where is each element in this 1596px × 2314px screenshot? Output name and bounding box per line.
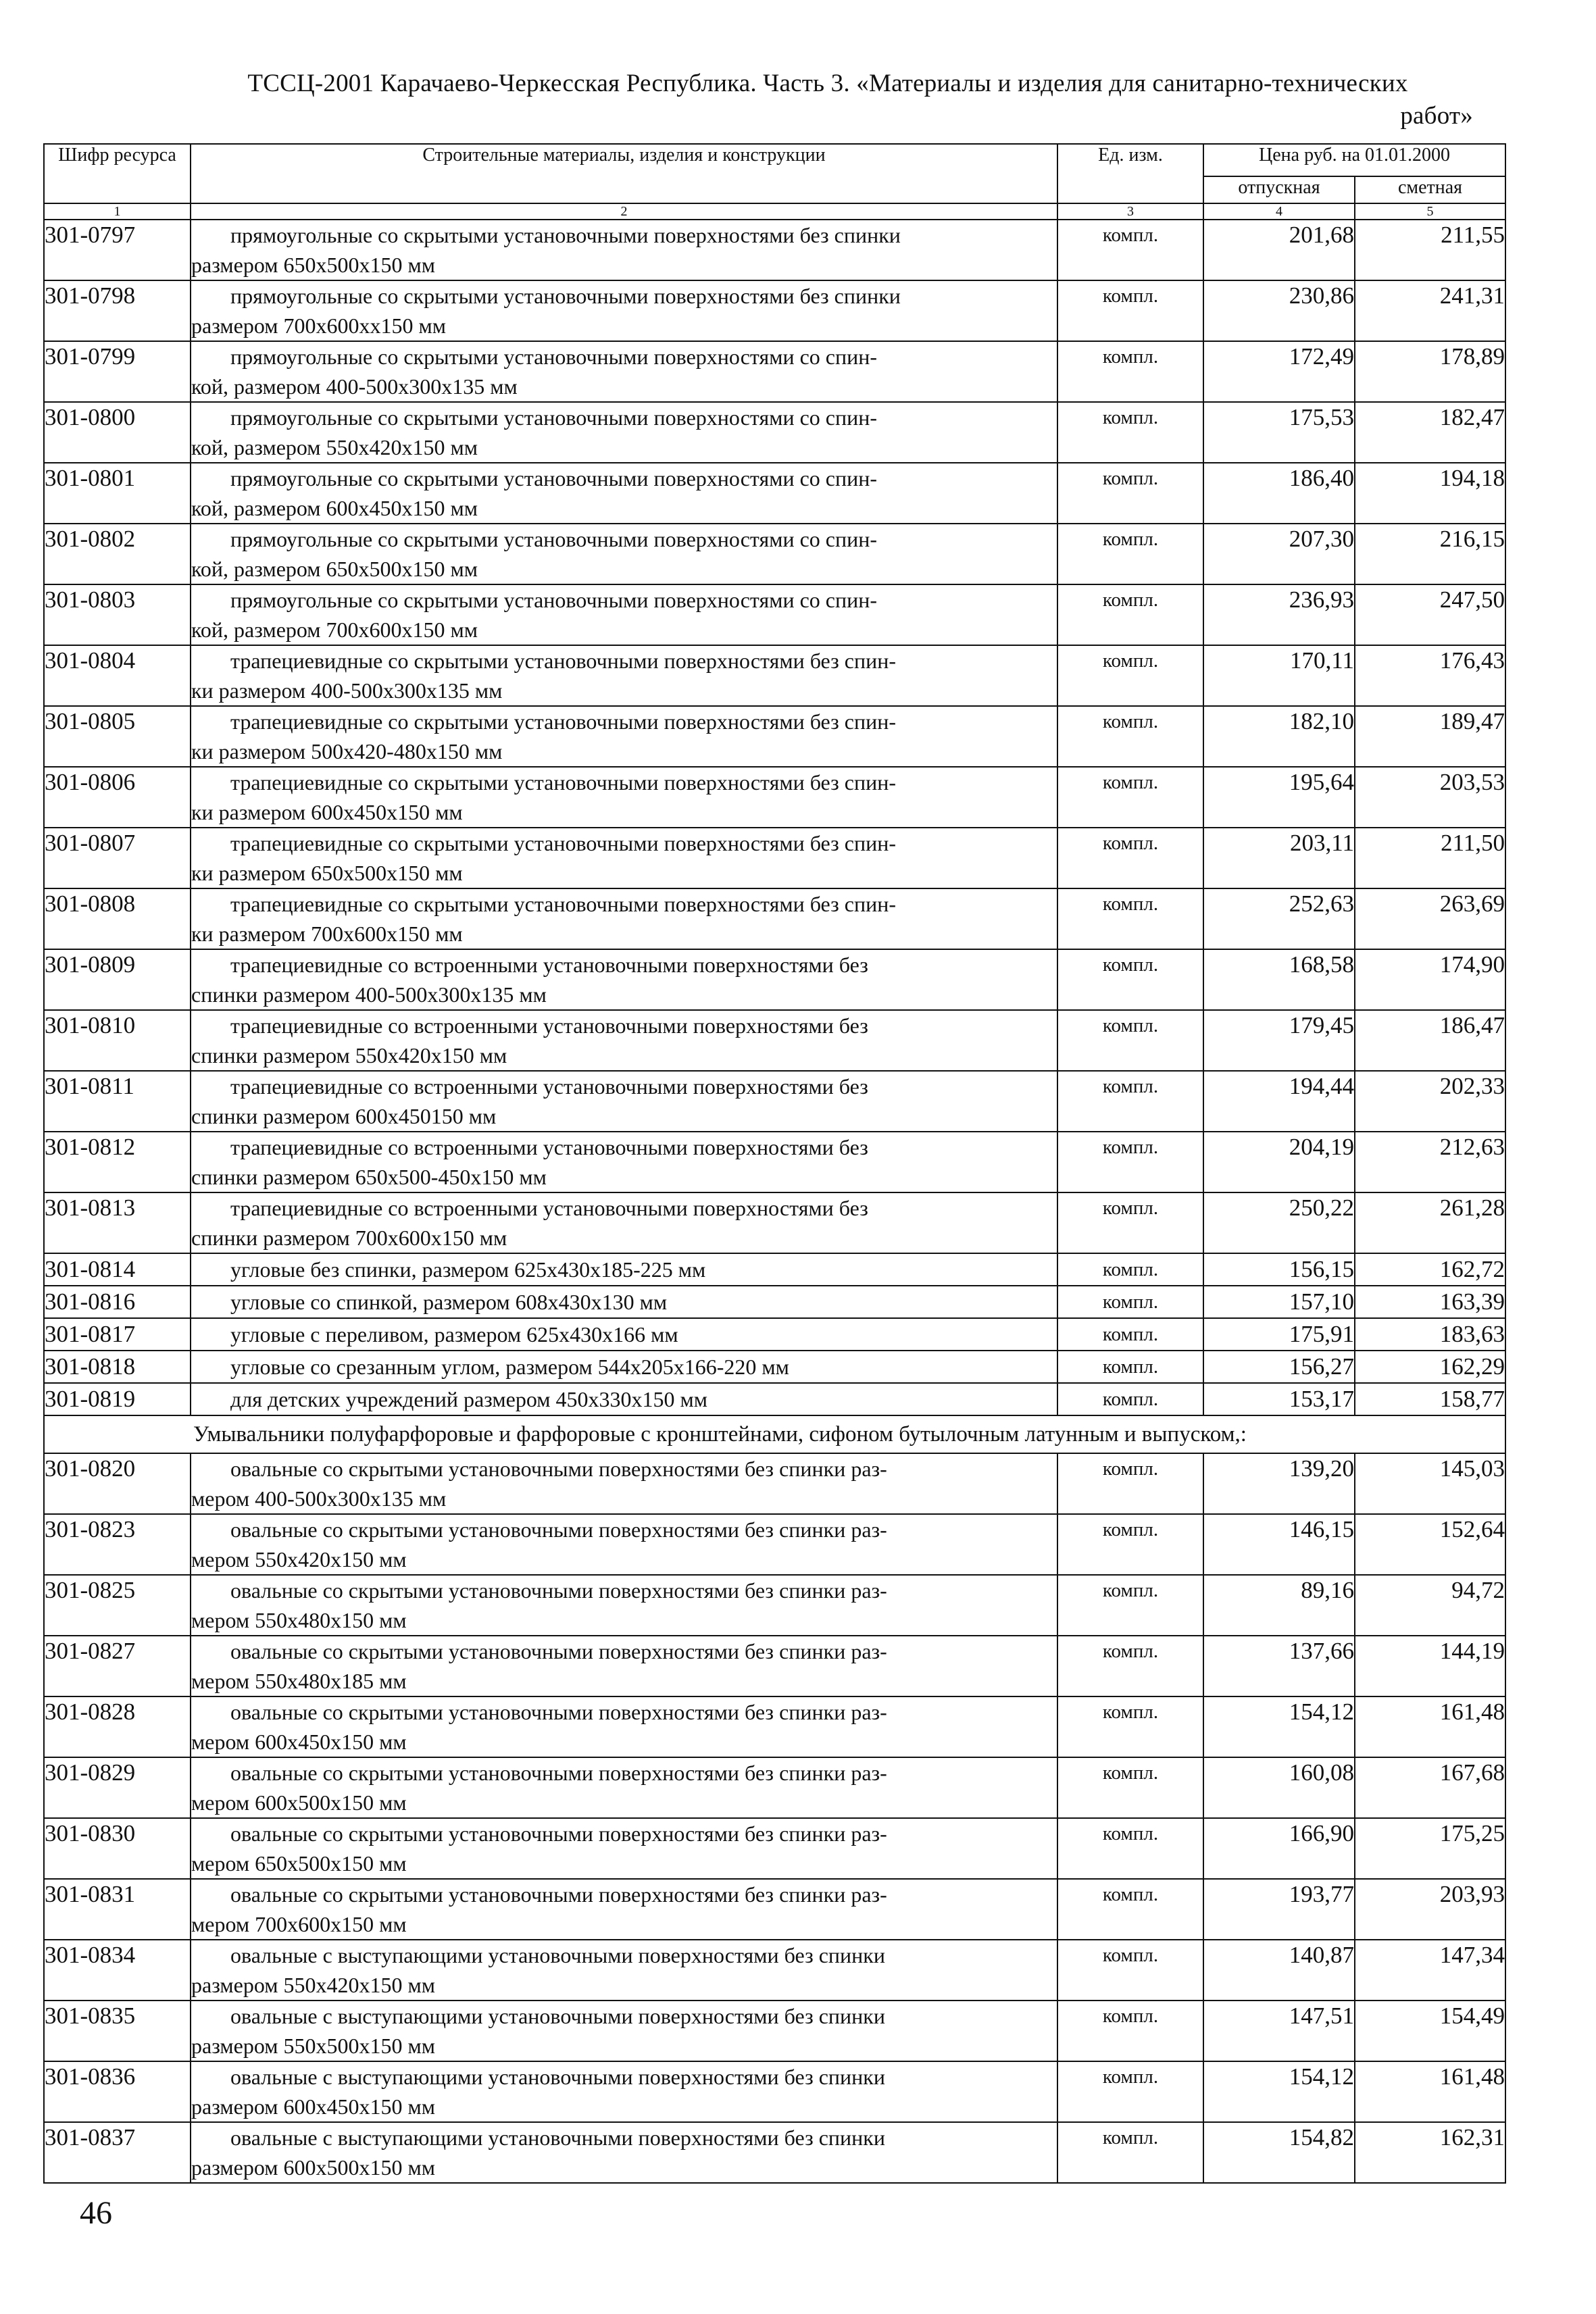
resource-code: 301-0797 — [44, 220, 191, 280]
resource-name-line2: размером 600x450x150 мм — [191, 2094, 435, 2119]
estimate-price: 144,19 — [1355, 1636, 1505, 1696]
unit-cell: компл. — [1057, 1071, 1203, 1132]
estimate-price: 263,69 — [1355, 888, 1505, 949]
resource-name — [191, 1818, 1057, 1879]
resource-name — [191, 1010, 1057, 1071]
resource-name — [191, 1757, 1057, 1818]
resource-name-line2: мером 700x600x150 мм — [191, 1912, 407, 1936]
release-price: 154,12 — [1203, 1696, 1355, 1757]
resource-code: 301-0807 — [44, 828, 191, 888]
release-price: 146,15 — [1203, 1514, 1355, 1575]
resource-name-line1: овальные с выступающими установочными поверхностями без спинки — [230, 2126, 885, 2150]
resource-name — [191, 402, 1057, 463]
resource-code: 301-0827 — [44, 1636, 191, 1696]
resource-name-line1: прямоугольные со скрытыми установочными поверхностями без спинки — [230, 284, 901, 308]
estimate-price: 161,48 — [1355, 2061, 1505, 2122]
estimate-price: 211,50 — [1355, 828, 1505, 888]
resource-code: 301-0806 — [44, 767, 191, 828]
estimate-price: 94,72 — [1355, 1575, 1505, 1636]
release-price: 175,53 — [1203, 402, 1355, 463]
release-price: 204,19 — [1203, 1132, 1355, 1192]
resource-name-line2: кой, размером 400-500x300x135 мм — [191, 374, 518, 399]
column-number: 2 — [191, 203, 1057, 220]
release-price: 140,87 — [1203, 1940, 1355, 2001]
resource-name-line1: трапециевидные со встроенными установочными поверхностями без — [230, 1074, 868, 1099]
resource-name-line2: кой, размером 600x450x150 мм — [191, 496, 478, 520]
resource-name-line1: прямоугольные со скрытыми установочными поверхностями без спинки — [230, 223, 901, 247]
resource-name — [191, 1453, 1057, 1514]
unit-cell: компл. — [1057, 1879, 1203, 1940]
estimate-price: 175,25 — [1355, 1818, 1505, 1879]
table-row — [44, 220, 1505, 280]
estimate-price: 163,39 — [1355, 1286, 1505, 1318]
resource-name — [191, 1383, 1057, 1415]
release-price: 147,51 — [1203, 2001, 1355, 2061]
resource-name — [191, 1286, 1057, 1318]
unit-cell: компл. — [1057, 584, 1203, 645]
resource-name-line2: ки размером 600x450x150 мм — [191, 800, 463, 824]
resource-name-line1: овальные со скрытыми установочными поверхностями без спинки раз- — [230, 1517, 887, 1542]
header-code: Шифр ресурса — [44, 144, 191, 203]
unit-cell: компл. — [1057, 1132, 1203, 1192]
estimate-price: 161,48 — [1355, 1696, 1505, 1757]
release-price: 166,90 — [1203, 1818, 1355, 1879]
resource-name — [191, 1575, 1057, 1636]
table-row — [44, 341, 1505, 402]
release-price: 156,27 — [1203, 1351, 1355, 1383]
estimate-price: 241,31 — [1355, 280, 1505, 341]
release-price: 154,12 — [1203, 2061, 1355, 2122]
table-row — [44, 1514, 1505, 1575]
resource-code: 301-0814 — [44, 1253, 191, 1286]
resource-name — [191, 1132, 1057, 1192]
resource-name — [191, 341, 1057, 402]
resource-name-line2: ки размером 500x420-480x150 мм — [191, 739, 503, 763]
table-row — [44, 402, 1505, 463]
column-number: 4 — [1203, 203, 1355, 220]
resource-name-line2: мером 400-500x300x135 мм — [191, 1486, 447, 1511]
resource-name — [191, 1253, 1057, 1286]
table-row — [44, 1192, 1505, 1253]
section-title: Умывальники полуфарфоровые и фарфоровые с кронштейнами, сифоном бутылочным латунным и выпуском,: — [44, 1415, 1505, 1453]
resource-name-line1: трапециевидные со встроенными установочными поверхностями без — [230, 1135, 868, 1159]
resource-name — [191, 1351, 1057, 1383]
resource-code: 301-0803 — [44, 584, 191, 645]
estimate-price: 186,47 — [1355, 1010, 1505, 1071]
estimate-price: 162,72 — [1355, 1253, 1505, 1286]
resource-name-line2: размером 650x500x150 мм — [191, 253, 435, 277]
table-row — [44, 1318, 1505, 1351]
release-price: 195,64 — [1203, 767, 1355, 828]
resource-code: 301-0817 — [44, 1318, 191, 1351]
resource-code: 301-0809 — [44, 949, 191, 1010]
resource-name-line1: овальные со скрытыми установочными поверхностями без спинки раз- — [230, 1700, 887, 1724]
estimate-price: 182,47 — [1355, 402, 1505, 463]
resource-name-line2: мером 550x480x150 мм — [191, 1608, 407, 1632]
resource-name-line2: спинки размером 700x600x150 мм — [191, 1226, 507, 1250]
resource-name-line2: кой, размером 700x600x150 мм — [191, 618, 478, 642]
resource-name-line1: угловые со спинкой, размером 608x430x130 мм — [230, 1290, 668, 1314]
resource-name-line2: кой, размером 650x500x150 мм — [191, 557, 478, 581]
resource-name — [191, 645, 1057, 706]
resource-name-line1: овальные с выступающими установочными поверхностями без спинки — [230, 2065, 885, 2089]
resource-name-line1: овальные со скрытыми установочными поверхностями без спинки раз- — [230, 1761, 887, 1785]
resource-code: 301-0804 — [44, 645, 191, 706]
resource-name — [191, 463, 1057, 524]
table-row — [44, 767, 1505, 828]
column-number: 3 — [1057, 203, 1203, 220]
resource-name-line1: прямоугольные со скрытыми установочными поверхностями со спин- — [230, 405, 878, 430]
release-price: 157,10 — [1203, 1286, 1355, 1318]
release-price: 236,93 — [1203, 584, 1355, 645]
resource-name-line2: размером 600x500x150 мм — [191, 2155, 435, 2180]
table-row — [44, 1383, 1505, 1415]
resource-code: 301-0810 — [44, 1010, 191, 1071]
resource-code: 301-0830 — [44, 1818, 191, 1879]
resource-code: 301-0818 — [44, 1351, 191, 1383]
resource-name — [191, 1514, 1057, 1575]
resource-name — [191, 220, 1057, 280]
estimate-price: 176,43 — [1355, 645, 1505, 706]
table-row — [44, 1696, 1505, 1757]
resource-code: 301-0834 — [44, 1940, 191, 2001]
unit-cell: компл. — [1057, 341, 1203, 402]
estimate-price: 203,93 — [1355, 1879, 1505, 1940]
resource-code: 301-0805 — [44, 706, 191, 767]
resource-name-line1: овальные со скрытыми установочными поверхностями без спинки раз- — [230, 1639, 887, 1663]
release-price: 182,10 — [1203, 706, 1355, 767]
unit-cell: компл. — [1057, 645, 1203, 706]
table-row — [44, 888, 1505, 949]
estimate-price: 189,47 — [1355, 706, 1505, 767]
table-row — [44, 1879, 1505, 1940]
estimate-price: 158,77 — [1355, 1383, 1505, 1415]
unit-cell: компл. — [1057, 1514, 1203, 1575]
table-row — [44, 1351, 1505, 1383]
header-price: Цена руб. на 01.01.2000 — [1203, 144, 1505, 176]
resource-name-line2: ки размером 700x600x150 мм — [191, 922, 463, 946]
release-price: 207,30 — [1203, 524, 1355, 584]
unit-cell: компл. — [1057, 1453, 1203, 1514]
release-price: 179,45 — [1203, 1010, 1355, 1071]
resource-name-line1: для детских учреждений размером 450x330x150 мм — [230, 1387, 707, 1411]
unit-cell: компл. — [1057, 2061, 1203, 2122]
estimate-price: 147,34 — [1355, 1940, 1505, 2001]
unit-cell: компл. — [1057, 2001, 1203, 2061]
estimate-price: 154,49 — [1355, 2001, 1505, 2061]
resource-name-line1: трапециевидные со встроенными установочными поверхностями без — [230, 1013, 868, 1038]
resource-name-line2: спинки размером 650x500-450x150 мм — [191, 1165, 547, 1189]
estimate-price: 167,68 — [1355, 1757, 1505, 1818]
resource-name — [191, 2001, 1057, 2061]
page-number: 46 — [80, 2195, 112, 2231]
unit-cell: компл. — [1057, 1940, 1203, 2001]
resource-name-line2: мером 550x480x185 мм — [191, 1669, 407, 1693]
unit-cell: компл. — [1057, 1636, 1203, 1696]
resource-name-line1: угловые со срезанным углом, размером 544x205x166-220 мм — [230, 1355, 789, 1379]
unit-cell: компл. — [1057, 767, 1203, 828]
resource-code: 301-0811 — [44, 1071, 191, 1132]
table-row — [44, 1286, 1505, 1318]
table-row — [44, 1818, 1505, 1879]
estimate-price: 194,18 — [1355, 463, 1505, 524]
unit-cell: компл. — [1057, 1010, 1203, 1071]
unit-cell: компл. — [1057, 1575, 1203, 1636]
resource-name-line1: трапециевидные со скрытыми установочными поверхностями без спин- — [230, 649, 897, 673]
release-price: 172,49 — [1203, 341, 1355, 402]
unit-cell: компл. — [1057, 402, 1203, 463]
resource-name — [191, 706, 1057, 767]
resource-name — [191, 1318, 1057, 1351]
resource-name-line2: спинки размером 600x450150 мм — [191, 1104, 497, 1128]
table-row — [44, 2061, 1505, 2122]
table-row — [44, 584, 1505, 645]
resource-code: 301-0819 — [44, 1383, 191, 1415]
page-title-line2: работ» — [1400, 102, 1473, 130]
unit-cell: компл. — [1057, 1818, 1203, 1879]
resource-name — [191, 1879, 1057, 1940]
resource-code: 301-0823 — [44, 1514, 191, 1575]
table-row — [44, 280, 1505, 341]
release-price: 203,11 — [1203, 828, 1355, 888]
unit-cell: компл. — [1057, 1757, 1203, 1818]
table-row — [44, 1071, 1505, 1132]
resource-name-line1: овальные с выступающими установочными поверхностями без спинки — [230, 1943, 885, 1967]
table-row — [44, 463, 1505, 524]
table-row — [44, 1253, 1505, 1286]
table-row — [44, 1132, 1505, 1192]
resource-name-line1: трапециевидные со скрытыми установочными поверхностями без спин- — [230, 892, 897, 916]
table-row — [44, 1940, 1505, 2001]
unit-cell: компл. — [1057, 2122, 1203, 2183]
table-row — [44, 2001, 1505, 2061]
resource-code: 301-0828 — [44, 1696, 191, 1757]
table-row — [44, 828, 1505, 888]
release-price: 201,68 — [1203, 220, 1355, 280]
unit-cell: компл. — [1057, 828, 1203, 888]
resource-name-line1: трапециевидные со встроенными установочными поверхностями без — [230, 1196, 868, 1220]
page-title — [128, 68, 1473, 132]
resource-name — [191, 2061, 1057, 2122]
unit-cell: компл. — [1057, 706, 1203, 767]
unit-cell: компл. — [1057, 1192, 1203, 1253]
estimate-price: 247,50 — [1355, 584, 1505, 645]
resource-name-line1: трапециевидные со скрытыми установочными поверхностями без спин- — [230, 831, 897, 855]
resource-name-line1: овальные с выступающими установочными поверхностями без спинки — [230, 2004, 885, 2028]
resource-name-line2: спинки размером 400-500x300x135 мм — [191, 982, 547, 1007]
unit-cell: компл. — [1057, 220, 1203, 280]
estimate-price: 152,64 — [1355, 1514, 1505, 1575]
resource-name — [191, 767, 1057, 828]
resource-name-line1: прямоугольные со скрытыми установочными поверхностями со спин- — [230, 527, 878, 551]
release-price: 175,91 — [1203, 1318, 1355, 1351]
column-number: 5 — [1355, 203, 1505, 220]
resource-name — [191, 1192, 1057, 1253]
resource-name-line1: овальные со скрытыми установочными поверхностями без спинки раз- — [230, 1882, 887, 1907]
unit-cell: компл. — [1057, 1286, 1203, 1318]
estimate-price: 145,03 — [1355, 1453, 1505, 1514]
estimate-price: 203,53 — [1355, 767, 1505, 828]
resource-name — [191, 1696, 1057, 1757]
release-price: 252,63 — [1203, 888, 1355, 949]
resource-name — [191, 1636, 1057, 1696]
resource-name-line1: угловые с переливом, размером 625x430x166 мм — [230, 1322, 678, 1347]
header-unit: Ед. изм. — [1057, 144, 1203, 203]
resource-name — [191, 584, 1057, 645]
resource-code: 301-0837 — [44, 2122, 191, 2183]
resource-name-line1: трапециевидные со встроенными установочными поверхностями без — [230, 953, 868, 977]
resource-name — [191, 280, 1057, 341]
release-price: 170,11 — [1203, 645, 1355, 706]
table-row — [44, 949, 1505, 1010]
resource-code: 301-0800 — [44, 402, 191, 463]
price-table — [43, 143, 1506, 2184]
release-price: 194,44 — [1203, 1071, 1355, 1132]
resource-name-line1: овальные со скрытыми установочными поверхностями без спинки раз- — [230, 1457, 887, 1481]
unit-cell: компл. — [1057, 1318, 1203, 1351]
table-row — [44, 524, 1505, 584]
resource-name-line2: размером 550x500x150 мм — [191, 2034, 435, 2058]
unit-cell: компл. — [1057, 949, 1203, 1010]
resource-code: 301-0836 — [44, 2061, 191, 2122]
resource-code: 301-0829 — [44, 1757, 191, 1818]
resource-name — [191, 828, 1057, 888]
resource-name — [191, 888, 1057, 949]
resource-code: 301-0801 — [44, 463, 191, 524]
column-number: 1 — [44, 203, 191, 220]
resource-name-line2: ки размером 650x500x150 мм — [191, 861, 463, 885]
resource-name-line2: мером 650x500x150 мм — [191, 1851, 407, 1876]
unit-cell: компл. — [1057, 1696, 1203, 1757]
section-row — [44, 1415, 1505, 1453]
resource-name-line1: прямоугольные со скрытыми установочными поверхностями со спин- — [230, 588, 878, 612]
release-price: 250,22 — [1203, 1192, 1355, 1253]
release-price: 139,20 — [1203, 1453, 1355, 1514]
resource-name-line2: размером 550x420x150 мм — [191, 1973, 435, 1997]
release-price: 168,58 — [1203, 949, 1355, 1010]
resource-code: 301-0799 — [44, 341, 191, 402]
unit-cell: компл. — [1057, 524, 1203, 584]
resource-name-line2: размером 700x600xx150 мм — [191, 313, 446, 338]
header-release: отпускная — [1203, 176, 1355, 203]
release-price: 186,40 — [1203, 463, 1355, 524]
resource-name — [191, 2122, 1057, 2183]
resource-name — [191, 1940, 1057, 2001]
page-title-line1: ТССЦ-2001 Карачаево-Черкесская Республика. Часть 3. «Материалы и изделия для санитарно-технических — [247, 70, 1408, 97]
release-price: 137,66 — [1203, 1636, 1355, 1696]
resource-code: 301-0813 — [44, 1192, 191, 1253]
resource-name-line2: мером 600x500x150 мм — [191, 1790, 407, 1815]
estimate-price: 202,33 — [1355, 1071, 1505, 1132]
resource-code: 301-0798 — [44, 280, 191, 341]
estimate-price: 162,29 — [1355, 1351, 1505, 1383]
unit-cell: компл. — [1057, 888, 1203, 949]
unit-cell: компл. — [1057, 1383, 1203, 1415]
resource-name — [191, 949, 1057, 1010]
resource-name-line2: мером 550x420x150 мм — [191, 1547, 407, 1571]
resource-name-line1: трапециевидные со скрытыми установочными поверхностями без спин- — [230, 709, 897, 734]
resource-name-line2: кой, размером 550x420x150 мм — [191, 435, 478, 459]
estimate-price: 261,28 — [1355, 1192, 1505, 1253]
column-numbers-row — [44, 203, 1505, 220]
release-price: 230,86 — [1203, 280, 1355, 341]
resource-code: 301-0820 — [44, 1453, 191, 1514]
resource-name-line1: трапециевидные со скрытыми установочными поверхностями без спин- — [230, 770, 897, 795]
table-row — [44, 706, 1505, 767]
header-name: Строительные материалы, изделия и конструкции — [191, 144, 1057, 203]
resource-name-line1: овальные со скрытыми установочными поверхностями без спинки раз- — [230, 1821, 887, 1846]
unit-cell: компл. — [1057, 1351, 1203, 1383]
unit-cell: компл. — [1057, 463, 1203, 524]
table-row — [44, 2122, 1505, 2183]
resource-code: 301-0816 — [44, 1286, 191, 1318]
table-row — [44, 1575, 1505, 1636]
estimate-price: 183,63 — [1355, 1318, 1505, 1351]
estimate-price: 212,63 — [1355, 1132, 1505, 1192]
release-price: 160,08 — [1203, 1757, 1355, 1818]
header-estimate: сметная — [1355, 176, 1505, 203]
table-row — [44, 1636, 1505, 1696]
resource-name — [191, 1071, 1057, 1132]
resource-code: 301-0825 — [44, 1575, 191, 1636]
estimate-price: 211,55 — [1355, 220, 1505, 280]
resource-code: 301-0808 — [44, 888, 191, 949]
resource-code: 301-0802 — [44, 524, 191, 584]
estimate-price: 174,90 — [1355, 949, 1505, 1010]
resource-name-line1: угловые без спинки, размером 625x430x185-225 мм — [230, 1257, 706, 1282]
unit-cell: компл. — [1057, 280, 1203, 341]
release-price: 154,82 — [1203, 2122, 1355, 2183]
table-row — [44, 1010, 1505, 1071]
resource-code: 301-0831 — [44, 1879, 191, 1940]
resource-name-line1: прямоугольные со скрытыми установочными поверхностями со спин- — [230, 345, 878, 369]
release-price: 89,16 — [1203, 1575, 1355, 1636]
table-row — [44, 1757, 1505, 1818]
estimate-price: 216,15 — [1355, 524, 1505, 584]
release-price: 156,15 — [1203, 1253, 1355, 1286]
release-price: 153,17 — [1203, 1383, 1355, 1415]
unit-cell: компл. — [1057, 1253, 1203, 1286]
resource-name-line2: ки размером 400-500x300x135 мм — [191, 678, 503, 703]
resource-name-line1: прямоугольные со скрытыми установочными поверхностями со спин- — [230, 466, 878, 491]
estimate-price: 162,31 — [1355, 2122, 1505, 2183]
resource-name — [191, 524, 1057, 584]
release-price: 193,77 — [1203, 1879, 1355, 1940]
resource-name-line1: овальные со скрытыми установочными поверхностями без спинки раз- — [230, 1578, 887, 1603]
estimate-price: 178,89 — [1355, 341, 1505, 402]
resource-code: 301-0835 — [44, 2001, 191, 2061]
resource-name-line2: спинки размером 550x420x150 мм — [191, 1043, 507, 1067]
resource-code: 301-0812 — [44, 1132, 191, 1192]
resource-name-line2: мером 600x450x150 мм — [191, 1730, 407, 1754]
table-row — [44, 1453, 1505, 1514]
table-row — [44, 645, 1505, 706]
